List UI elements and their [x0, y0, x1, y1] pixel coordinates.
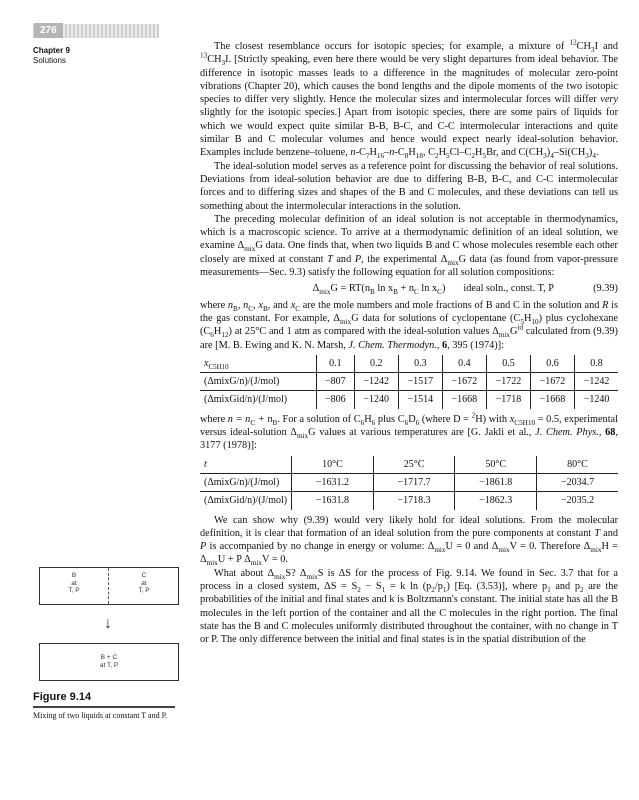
arrow-down-icon: ↓: [104, 615, 112, 632]
table-cell: −1722: [486, 373, 530, 391]
row-label: (ΔmixG/n)/(J/mol): [200, 473, 292, 491]
final-state-container: [39, 643, 179, 681]
table-cell: −1672: [530, 373, 574, 391]
paragraph-6: We can show why (9.39) would very likely hold for ideal solutions. From the molecular definition, it is clear that formation of an ideal solution from the pure components at constant T and P is accompanied by no change in energy or volume: $\Delta_{mix}U = 0$ and $\Delta_{mix}V = 0$. Therefore $\Delta_{mix}H = \Delta_{mix}U + P$ $\Delta_{mix}V = 0$.: [200, 514, 618, 568]
table-cell: −1631.2: [292, 473, 374, 491]
equation-9-39: [200, 282, 618, 295]
partition: [108, 568, 109, 604]
table-cell: −1668: [442, 391, 486, 409]
table-row: [200, 391, 618, 409]
table-header-cell: 0.1: [317, 355, 355, 373]
chapter-label: Chapter 9: [33, 46, 70, 55]
table-cell: −1861.8: [455, 473, 537, 491]
table-header-cell: 10°C: [292, 456, 374, 474]
row-label: (ΔmixG/n)/(J/mol): [200, 373, 317, 391]
sidebar: [33, 46, 183, 66]
table-cell: −1240: [575, 391, 618, 409]
table-cell: −1718: [486, 391, 530, 409]
table-cell: −1242: [354, 373, 398, 391]
table-cell: −807: [317, 373, 355, 391]
figure-9-14: [33, 567, 183, 721]
paragraph-7: What about $\Delta_{mix}S$? $\Delta_{mix}S$ is ΔS for the process of Fig. 9.14. We found in Sec. 3.7 that for a process in a closed system, $\Delta S = S_2 - S_1 = k$ $\ln (p_2/p_1)$ [Eq. (3.53)], where $p_1$ and $p_2$ are the probabilities of the initial and final states and k is Boltzmann's constant. The initial state has all the B molecules in the left portion of the container and all the C molecules in the right portion. The final state has the B and C molecules uniformly distributed throughout the container, with no change in T or P. The only difference between the initial and final states is in the spatial distribution of the: [200, 567, 618, 646]
table-row: [200, 473, 618, 491]
table-cell: −1631.8: [292, 492, 374, 510]
table-cell: −1240: [354, 391, 398, 409]
mixture-conditions: at T, P: [99, 662, 119, 669]
table-cell: −1514: [398, 391, 442, 409]
table-cell: −2035.2: [537, 492, 618, 510]
table-cell: −1242: [575, 373, 618, 391]
table-cell: −1718.3: [373, 492, 455, 510]
row-label: (ΔmixGid/n)/(J/mol): [204, 495, 288, 507]
table-header-cell: 0.5: [486, 355, 530, 373]
table-header-label: $x_{C5H10}$: [200, 355, 317, 373]
table-header-cell: 0.8: [575, 355, 618, 373]
table-cell: −806: [317, 391, 355, 409]
section-label: Solutions: [33, 56, 66, 65]
table-row: [200, 373, 618, 391]
figure-title: Figure 9.14: [33, 691, 175, 708]
table-header-cell: 0.4: [442, 355, 486, 373]
figure-caption: Mixing of two liquids at constant T and P.: [33, 711, 168, 720]
initial-state-container: [39, 567, 179, 605]
mixture-label: B + C: [100, 654, 118, 661]
paragraph-5: where $n = n_C + n_B$. For a solution of $C_6H_6$ plus $C_6D_6$ (where D = $^2$H) with $x_{C5H10} = 0.5$, experimental versus ideal-solution $\Delta_{mix}G$ values at various temperatures are [G. Jakli et al., J. Chem. Phys., 68, 3177 (1978)]:: [200, 411, 618, 452]
page-number: 276: [34, 23, 63, 38]
paragraph-4: where $n_B$, $n_C$, $x_B$, and $x_C$ are the mole numbers and mole fractions of B and C in the solution and R is the gas constant. For example, $\Delta_{mix}G$ data for solutions of cyclopentane $(C_5H_{10})$ plus cyclohexane $(C_6H_{12})$ at 25°C and 1 atm as compared with the ideal-solution values $\Delta_{mix}G^{id}$ calculated from (9.39) are [M. B. Ewing and K. N. Marsh, J. Chem. Thermodyn., 6, 395 (1974)]:: [200, 299, 618, 351]
table-cell: −2034.7: [537, 473, 618, 491]
equation-body: $\Delta_{mix}G = RT(n_B$ $\ln x_B + n_C$ $\ln x_C$): [312, 283, 446, 297]
paragraph-1: The closest resemblance occurs for isotopic species; for example, a mixture of $^{12}CH_3I$ and $^{13}CH_3I$. [Strictly speaking, even here there would be very slight departures from ideal behavior. The difference in isotopic masses leads to a difference in the magnitudes of molecular zero-point vibrations (Chapter 20), which causes the bond lengths and the dipole moments of the two isotopic species to differ very slightly. Hence the molecular sizes and intermolecular forces will differ very slightly for the isotopic species.] Apart from isotopic species, there are some pairs of liquids for which we would expect quite similar B-B, B-C, and C-C intermolecular interactions and quite similar B and C molecular volumes and hence would expect nearly ideal-solution behavior. Examples include benzene–toluene, $n-C_7H_{16}-n-C_8H_{18}$, $C_2H_5Cl-C_2H_5Br$, and $C(CH_3)_4-Si(CH_3)_4$.: [200, 38, 618, 161]
data-table-benzene: [200, 456, 618, 510]
table-cell: −1717.7: [373, 473, 455, 491]
equation-number: (9.39): [593, 283, 618, 295]
table-header-row: [200, 456, 618, 474]
table-header-cell: 0.2: [354, 355, 398, 373]
table-header-cell: 0.6: [530, 355, 574, 373]
table-cell: −1862.3: [455, 492, 537, 510]
table-cell: −1517: [398, 373, 442, 391]
right-compartment-label: C at T, P: [138, 572, 150, 594]
table-header-cell: 0.3: [398, 355, 442, 373]
table-row: [200, 492, 618, 510]
paragraph-2: The ideal-solution model serves as a reference point for discussing the behavior of real solutions. Deviations from ideal-solution behavior are due to differing B-B, B-C, and C-C intermolecular forces and to differing sizes and shapes of the B and C molecules, and these deviations can tell us something about the intermolecular interactions in the solution.: [200, 160, 618, 212]
table-header-cell: 25°C: [373, 456, 455, 474]
paragraph-3: The preceding molecular definition of an ideal solution is not acceptable in thermodynamics, which is a macroscopic science. To arrive at a thermodynamic definition of an ideal solution, we examine $\Delta_{mix}G$ data. One finds that, when two liquids B and C whose molecules resemble each other closely are mixed at constant T and P, the experimental $\Delta_{mix}G$ data (as found from vapor-pressure measurements—Sec. 9.3) satisfy the following equation for all solution compositions:: [200, 213, 619, 279]
main-text: [200, 40, 618, 646]
table-cell: −1672: [442, 373, 486, 391]
equation-condition: ideal soln., const. T, P: [463, 283, 554, 295]
data-table-cyclopentane: [200, 355, 618, 409]
table-header-cell: 80°C: [537, 456, 618, 474]
table-header-row: [200, 355, 618, 373]
table-cell: −1668: [530, 391, 574, 409]
table-header-cell: 50°C: [455, 456, 537, 474]
table-header-label: t: [200, 456, 292, 474]
left-compartment-label: B at T, P: [68, 572, 80, 594]
row-label: (ΔmixGid/n)/(J/mol): [204, 394, 288, 406]
